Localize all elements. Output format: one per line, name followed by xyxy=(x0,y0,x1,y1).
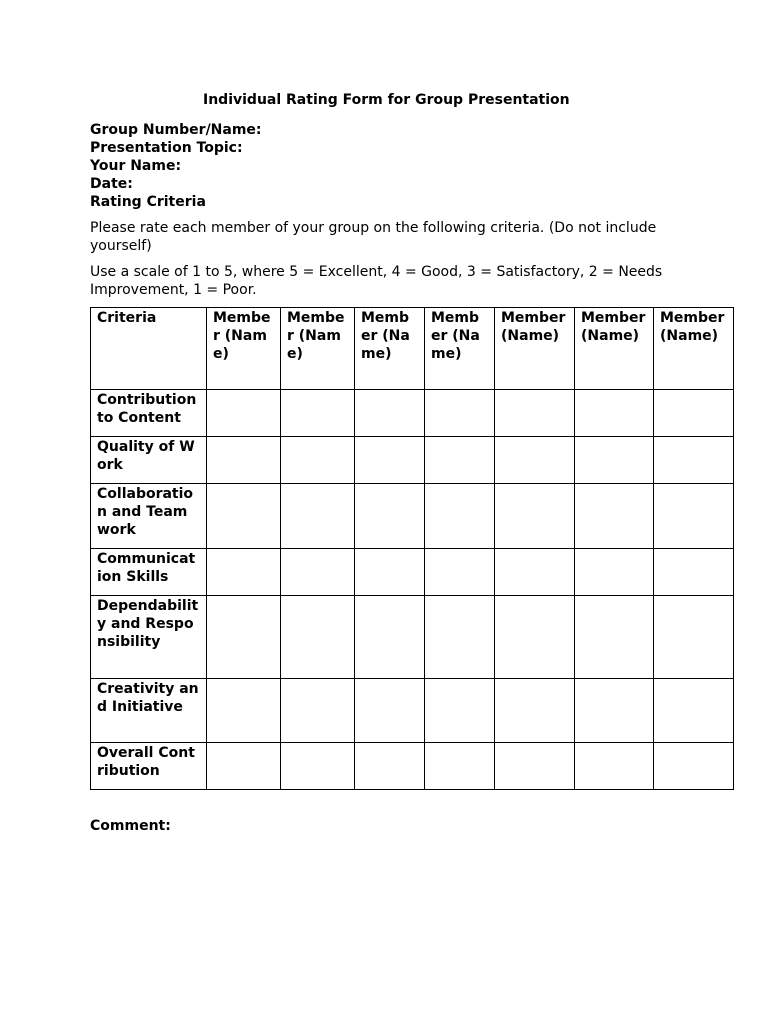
header-member: Member (Name) xyxy=(575,308,654,390)
rating-cell[interactable] xyxy=(495,390,575,437)
table-row xyxy=(91,549,734,596)
row-criteria-label: Communication Skills xyxy=(91,549,207,596)
header-member: Member (Name) xyxy=(425,308,495,390)
document-page xyxy=(90,92,733,835)
rating-cell[interactable] xyxy=(425,679,495,743)
rating-cell[interactable] xyxy=(207,549,281,596)
table-row xyxy=(91,390,734,437)
table-header-row xyxy=(91,308,734,390)
page-title: Individual Rating Form for Group Presentation xyxy=(203,92,570,108)
rating-cell[interactable] xyxy=(355,390,425,437)
rating-cell[interactable] xyxy=(207,437,281,484)
table-row xyxy=(91,743,734,790)
table-row xyxy=(91,596,734,679)
table-row xyxy=(91,437,734,484)
rating-cell[interactable] xyxy=(355,596,425,679)
rating-cell[interactable] xyxy=(575,743,654,790)
rating-cell[interactable] xyxy=(355,484,425,549)
rating-cell[interactable] xyxy=(425,484,495,549)
rating-cell[interactable] xyxy=(575,679,654,743)
rating-cell[interactable] xyxy=(654,390,734,437)
rating-cell[interactable] xyxy=(207,743,281,790)
row-criteria-label: Creativity and Initiative xyxy=(91,679,207,743)
rating-cell[interactable] xyxy=(495,437,575,484)
rating-cell[interactable] xyxy=(281,679,355,743)
rating-cell[interactable] xyxy=(281,596,355,679)
rating-cell[interactable] xyxy=(355,679,425,743)
rating-cell[interactable] xyxy=(207,484,281,549)
rating-cell[interactable] xyxy=(207,679,281,743)
header-member: Member (Name) xyxy=(281,308,355,390)
rating-cell[interactable] xyxy=(425,390,495,437)
rating-cell[interactable] xyxy=(575,437,654,484)
comment-label: Comment: xyxy=(90,818,171,834)
section-heading-rating-criteria: Rating Criteria xyxy=(90,194,206,210)
rating-cell[interactable] xyxy=(425,596,495,679)
rating-cell[interactable] xyxy=(281,549,355,596)
rating-cell[interactable] xyxy=(281,437,355,484)
rating-cell[interactable] xyxy=(654,596,734,679)
field-your-name: Your Name: xyxy=(90,158,182,174)
row-criteria-label: Quality of Work xyxy=(91,437,207,484)
rating-cell[interactable] xyxy=(575,549,654,596)
scale-paragraph: Use a scale of 1 to 5, where 5 = Excellent, 4 = Good, 3 = Satisfactory, 2 = Needs Improvement, 1 = Poor. xyxy=(90,264,663,298)
row-criteria-label: Overall Contribution xyxy=(91,743,207,790)
form-fields xyxy=(90,121,733,211)
row-criteria-label: Contribution to Content xyxy=(91,390,207,437)
header-member: Member (Name) xyxy=(355,308,425,390)
instruction-paragraph: Please rate each member of your group on the following criteria. (Do not include yourself) xyxy=(90,220,657,254)
rating-cell[interactable] xyxy=(495,743,575,790)
rating-cell[interactable] xyxy=(495,549,575,596)
table-row xyxy=(91,679,734,743)
rating-cell[interactable] xyxy=(654,549,734,596)
rating-cell[interactable] xyxy=(425,549,495,596)
rating-cell[interactable] xyxy=(575,484,654,549)
header-member: Member (Name) xyxy=(495,308,575,390)
header-member: Member (Name) xyxy=(207,308,281,390)
rating-cell[interactable] xyxy=(495,679,575,743)
rating-cell[interactable] xyxy=(654,484,734,549)
rating-cell[interactable] xyxy=(495,484,575,549)
rating-cell[interactable] xyxy=(654,437,734,484)
rating-cell[interactable] xyxy=(355,743,425,790)
row-criteria-label: Dependability and Responsibility xyxy=(91,596,207,679)
rating-cell[interactable] xyxy=(425,743,495,790)
field-group-name: Group Number/Name: xyxy=(90,122,262,138)
rating-cell[interactable] xyxy=(575,390,654,437)
field-date: Date: xyxy=(90,176,133,192)
rating-cell[interactable] xyxy=(207,596,281,679)
table-row xyxy=(91,484,734,549)
rating-cell[interactable] xyxy=(355,549,425,596)
rating-table xyxy=(90,307,734,790)
rating-cell[interactable] xyxy=(575,596,654,679)
rating-cell[interactable] xyxy=(654,679,734,743)
rating-cell[interactable] xyxy=(281,743,355,790)
rating-cell[interactable] xyxy=(654,743,734,790)
field-presentation-topic: Presentation Topic: xyxy=(90,140,243,156)
rating-cell[interactable] xyxy=(425,437,495,484)
rating-cell[interactable] xyxy=(495,596,575,679)
rating-cell[interactable] xyxy=(281,390,355,437)
header-criteria: Criteria xyxy=(91,308,207,390)
rating-cell[interactable] xyxy=(355,437,425,484)
header-member: Member (Name) xyxy=(654,308,734,390)
rating-cell[interactable] xyxy=(207,390,281,437)
rating-cell[interactable] xyxy=(281,484,355,549)
row-criteria-label: Collaboration and Teamwork xyxy=(91,484,207,549)
